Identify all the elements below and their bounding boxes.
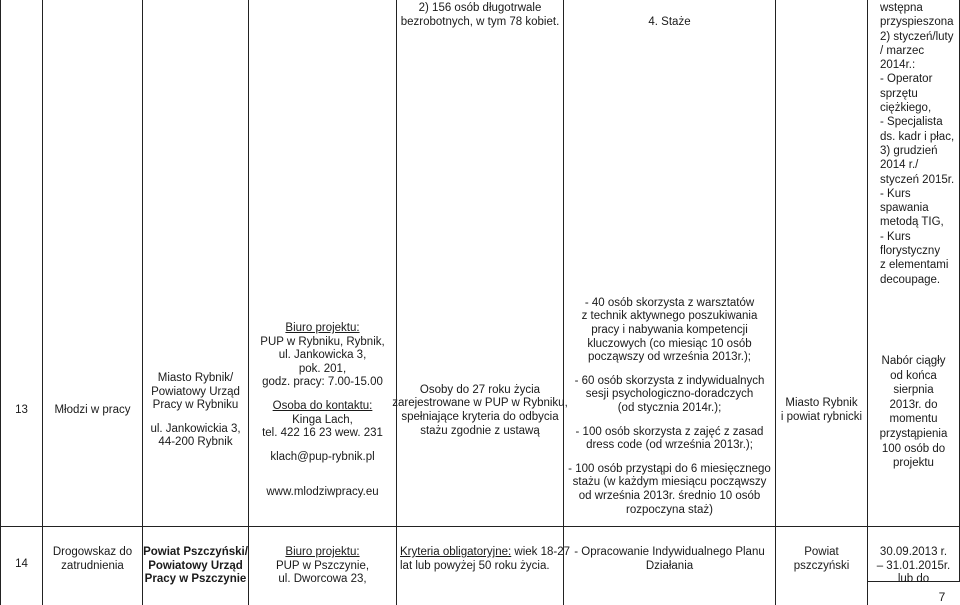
- email-link[interactable]: klach@pup-rybnik.pl: [270, 450, 375, 463]
- schedule-line: 2014 r./: [880, 159, 919, 172]
- support-line: 4. Staże: [648, 16, 691, 28]
- schedule-line: momentu: [889, 413, 938, 426]
- schedule-line: decoupage.: [880, 273, 941, 286]
- contact-line: Kinga Lach,: [292, 413, 353, 426]
- support-line: z technik aktywnego poszukiwania: [581, 310, 758, 323]
- schedule-line: - Kurs: [880, 230, 911, 243]
- area-line: Powiat: [804, 546, 839, 558]
- row-14-office: [249, 546, 396, 596]
- schedule-line: Nabór ciągły: [881, 355, 946, 367]
- schedule-line: / marzec: [880, 44, 925, 57]
- row-14-area: [776, 546, 867, 586]
- target-line: zarejestrowane w PUP w Rybniku,: [392, 397, 568, 410]
- schedule-line: styczeń 2015r.: [880, 173, 955, 186]
- office-line: ul. Jankowicka 3,: [278, 349, 367, 362]
- row-13-support: [564, 0, 775, 526]
- target-line: 2) 156 osób długotrwale: [418, 2, 542, 14]
- office-line: PUP w Pszczynie,: [275, 559, 370, 572]
- support-line: stażu (w każdym miesiącu począwszy: [572, 476, 767, 489]
- area-line: i powiat rybnicki: [780, 411, 863, 423]
- leader-line: Powiatowy Urząd: [148, 559, 243, 572]
- office-label: Biuro projektu:: [285, 546, 360, 558]
- row-14-support: [564, 546, 775, 586]
- schedule-line: 2014r.:: [880, 59, 916, 72]
- schedule-line: przyspieszona: [880, 16, 954, 29]
- row-divider: [0, 526, 960, 527]
- schedule-line: ds. kadr i płac,: [880, 130, 955, 143]
- schedule-line: – 31.01.2015r.: [876, 559, 951, 572]
- office-line: PUP w Rybniku, Rybnik,: [260, 335, 385, 348]
- support-line: - 100 osób skorzysta z zajęć z zasad: [575, 425, 764, 438]
- support-line: Działania: [645, 559, 694, 572]
- row-14-number: 14: [15, 558, 28, 571]
- schedule-line: projektu: [893, 457, 934, 470]
- criteria-text: wiek 18-27: [511, 546, 571, 558]
- criteria-line: [400, 546, 570, 560]
- schedule-line: od końca: [890, 369, 937, 382]
- schedule-line: florystyczny: [880, 245, 941, 258]
- support-line: - Opracowanie Indywidualnego Planu: [574, 546, 765, 558]
- row-13-office: [249, 0, 396, 526]
- col-divider: [867, 0, 868, 605]
- leader-line: Powiatowy Urząd: [151, 385, 240, 398]
- office-line: pok. 201,: [298, 362, 347, 375]
- contact-line: tel. 422 16 23 wew. 231: [262, 427, 383, 440]
- row-13-schedule-top: [880, 1, 959, 293]
- schedule-line: sprzętu: [880, 87, 918, 100]
- row-13-target-group: [392, 0, 568, 526]
- schedule-line: wstępna: [880, 2, 923, 14]
- support-line: sesji psychologiczno-doradczych: [585, 388, 754, 401]
- name-line: zatrudnienia: [61, 559, 124, 572]
- schedule-line: przystąpienia: [879, 427, 948, 440]
- row-13-leader: [143, 0, 248, 526]
- support-line: - 60 osób skorzysta z indywidualnych: [574, 374, 765, 387]
- row-13-number: 13: [15, 404, 28, 417]
- row-14-leader: [143, 546, 248, 596]
- schedule-line: z elementami: [880, 259, 949, 272]
- target-line: spełniające kryteria do odbycia: [401, 411, 559, 423]
- area-line: pszczyński: [793, 559, 850, 572]
- schedule-line: lub do: [897, 573, 930, 586]
- support-line: (od stycznia 2014r.);: [617, 402, 722, 414]
- support-line: począwszy od września 2013r.);: [588, 351, 751, 364]
- schedule-line: spawania: [880, 202, 929, 215]
- support-line: kluczowych (co miesiąc 10 osób: [587, 337, 752, 350]
- support-line: pracy i nabywania kompetencji: [591, 324, 748, 337]
- row-13-schedule: [868, 354, 959, 474]
- office-label: Biuro projektu:: [285, 322, 360, 335]
- schedule-line: sierpnia: [893, 384, 934, 397]
- schedule-line: - Specjalista: [880, 116, 943, 129]
- office-line: ul. Dworcowa 23,: [278, 573, 367, 586]
- leader-line: Pracy w Rybniku: [152, 399, 239, 412]
- area-line: Miasto Rybnik: [785, 397, 858, 410]
- schedule-line: 2013r. do: [889, 398, 938, 411]
- criteria-label: Kryteria obligatoryjne:: [400, 546, 512, 558]
- target-line: bezrobotnych, w tym 78 kobiet.: [400, 15, 560, 28]
- page-number: 7: [938, 589, 946, 604]
- schedule-line: 2) styczeń/luty: [880, 30, 954, 43]
- leader-line: Miasto Rybnik/: [157, 372, 234, 385]
- contact-label: Osoba do kontaktu:: [272, 400, 373, 412]
- row-14-criteria: [400, 546, 571, 586]
- website-link[interactable]: www.mlodziwpracy.eu: [266, 486, 379, 499]
- schedule-line: metodą TIG,: [880, 216, 944, 229]
- support-line: rozpoczyna staż): [626, 503, 713, 516]
- row-13-project-name: Młodzi w pracy: [54, 404, 131, 417]
- schedule-line: - Kurs: [880, 187, 911, 200]
- schedule-line: 100 osób do: [881, 442, 946, 455]
- target-line: Osoby do 27 roku życia: [419, 383, 541, 396]
- row-14-schedule: [868, 546, 959, 586]
- schedule-line: 30.09.2013 r.: [879, 546, 948, 558]
- support-line: - 40 osób skorzysta z warsztatów: [584, 296, 755, 309]
- office-line: godz. pracy: 7.00-15.00: [262, 376, 383, 389]
- target-line: stażu zgodnie z ustawą: [420, 424, 540, 437]
- leader-line: Pracy w Pszczynie: [144, 573, 247, 586]
- leader-line: ul. Jankowickia 3,: [150, 422, 241, 435]
- row-13-area: [776, 0, 867, 526]
- support-line: dress code (od września 2013r.);: [586, 439, 753, 452]
- leader-line: 44-200 Rybnik: [158, 436, 233, 449]
- criteria-line: lat lub powyżej 50 roku życia.: [400, 559, 550, 572]
- row-14-project-name: [43, 546, 142, 586]
- name-line: Drogowskaz do: [52, 546, 133, 558]
- schedule-line: - Operator: [880, 73, 933, 86]
- schedule-line: ciężkiego,: [880, 102, 932, 115]
- support-line: od września 2013r. średnio 10 osób: [578, 489, 761, 502]
- schedule-line: 3) grudzień: [880, 144, 938, 157]
- support-line: - 100 osób przystąpi do 6 miesięcznego: [568, 462, 771, 475]
- leader-line: Powiat Pszczyński/: [143, 546, 248, 558]
